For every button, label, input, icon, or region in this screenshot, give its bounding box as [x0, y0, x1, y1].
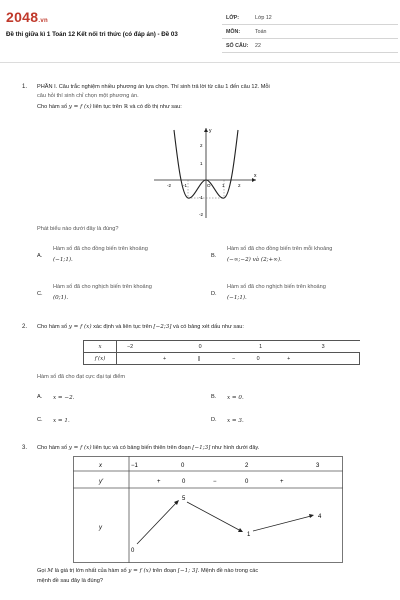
variation-y-value: 5 — [182, 496, 186, 502]
option-label-a: A. — [37, 253, 43, 259]
sign-table-cell — [117, 353, 360, 365]
q3-closing-a: Gọi — [37, 568, 46, 574]
q2-stem — [37, 323, 244, 331]
sign-table-sign: − — [231, 355, 236, 362]
y-tick-label: 1 — [200, 161, 203, 166]
q3-stem-func: y = f (x) — [68, 445, 92, 451]
meta-value: Lớp 12 — [255, 15, 272, 21]
section-intro-line2: câu hỏi thí sinh chỉ chọn một phương án. — [37, 93, 139, 99]
q3-stem — [37, 444, 259, 452]
option-d-math[interactable]: (−1;1). — [227, 295, 247, 301]
q3-closing-d: Mệnh đề nào trong các — [200, 568, 259, 574]
option-label-a: A. — [37, 394, 43, 400]
q2-stem-interval: [−2;3] — [153, 324, 172, 330]
option-c-text[interactable]: Hàm số đã cho nghịch biến trên khoảng — [53, 284, 152, 290]
question-number: 1. — [22, 84, 28, 90]
q3-stem-interval: [−1;3] — [192, 445, 211, 451]
q3-closing-interval: [−1; 3]. — [177, 568, 200, 574]
q1-given — [37, 103, 182, 111]
sign-table-sign: + — [163, 355, 167, 362]
meta-info — [222, 11, 398, 53]
q2-option-c[interactable]: x = 1. — [53, 418, 70, 424]
q1-given-suffix: và có đồ thị như sau: — [129, 104, 182, 110]
variation-sign: 0 — [182, 479, 186, 485]
sign-table-sign: 0 — [256, 355, 260, 362]
variation-x-value: 0 — [181, 463, 185, 469]
q2-stem-func: y = f (x) — [68, 324, 92, 330]
q1-given-prefix: Cho hàm số — [37, 104, 68, 110]
variation-table-border — [74, 457, 343, 563]
option-a-text[interactable]: Hàm số đã cho đồng biến trên khoảng — [53, 246, 148, 252]
q3-closing-M: M — [47, 568, 54, 574]
header-divider — [0, 62, 400, 63]
option-b-text[interactable]: Hàm số đã cho đồng biến trên mỗi khoảng — [227, 246, 333, 252]
meta-key: SỐ CÂU: — [226, 43, 249, 49]
variation-sign: + — [157, 479, 161, 485]
q2-option-b[interactable]: x = 0. — [227, 395, 244, 401]
variation-y-value: 4 — [318, 514, 322, 520]
option-label-c: C. — [37, 417, 43, 423]
q1-given-R: ℝ — [123, 104, 128, 110]
section-intro-line1: PHẦN I. Câu trắc nghiệm nhiều phương án lựa chọn. Thí sinh trả lời từ câu 1 đến câu 12. Mỗi — [37, 84, 270, 90]
q3-closing-c: trên đoạn — [152, 568, 177, 574]
option-label-d: D. — [211, 417, 217, 423]
sign-table-x-header: x — [84, 341, 117, 353]
y-axis-label: y — [209, 128, 212, 134]
meta-key: MÔN: — [226, 29, 241, 35]
q3-stem-mid: liên tục và có bảng biến thiên trên đoạn — [93, 445, 191, 451]
option-b-math[interactable]: (−∞;−2) và (2;+∞). — [227, 257, 282, 263]
variation-y-value: 0 — [131, 548, 135, 554]
q3-closing-b: là giá trị lớn nhất của hàm số — [54, 568, 127, 574]
x-axis-label: x — [254, 173, 257, 179]
x-tick-label: 1 — [222, 183, 225, 188]
y-tick-label: 2 — [200, 143, 203, 148]
sign-table-x-value: −2 — [127, 343, 134, 350]
y-tick-label: -1 — [199, 195, 204, 200]
variation-y-value: 1 — [247, 532, 251, 538]
meta-value: 22 — [255, 43, 261, 49]
sign-table-sign: + — [287, 355, 291, 362]
variation-sign: − — [213, 479, 217, 485]
meta-value: Toán — [255, 29, 267, 35]
meta-key: LỚP: — [226, 15, 240, 21]
option-a-math[interactable]: (−1;1). — [53, 257, 73, 263]
sign-table-x-value: 1 — [259, 343, 263, 350]
brand-suffix: .vn — [38, 18, 48, 24]
meta-row-count — [222, 39, 398, 53]
variation-table — [73, 456, 343, 563]
q2-stem-mid: xác định và liên tục trên — [93, 324, 152, 330]
option-d-text[interactable]: Hàm số đã cho nghịch biến trên khoảng — [227, 284, 326, 290]
q1-prompt: Phát biểu nào dưới đây là đúng? — [37, 226, 119, 232]
sign-table-sign: || — [197, 355, 201, 362]
q1-given-func: y = f (x) — [68, 104, 92, 110]
option-label-b: B. — [211, 253, 217, 259]
q1-given-mid: liên tục trên — [93, 104, 122, 110]
sign-table-x-value: 3 — [321, 343, 325, 350]
q3-closing-line2: mệnh đề sau đây là đúng? — [37, 578, 103, 584]
option-label-b: B. — [211, 394, 217, 400]
variation-sign: 0 — [245, 479, 249, 485]
q2-stem-prefix: Cho hàm số — [37, 324, 68, 330]
document-title: Đề thi giữa kì 1 Toán 12 Kết nối tri thức (có đáp án) - Đề 03 — [6, 31, 178, 38]
sign-table-cell — [117, 341, 360, 353]
origin-label: O — [207, 183, 211, 188]
x-tick-label: 2 — [238, 183, 241, 188]
option-label-d: D. — [211, 291, 217, 297]
q3-stem-suffix: như hình dưới đây. — [211, 445, 260, 451]
sign-table-derivative-row — [84, 353, 360, 365]
brand-logo[interactable] — [6, 9, 48, 25]
option-c-math[interactable]: (0;1). — [53, 295, 69, 301]
variation-x-value: −1 — [131, 463, 138, 469]
q3-closing-func: y = f (x) — [128, 568, 151, 574]
sign-table — [83, 340, 360, 365]
variation-y-header: y — [99, 525, 102, 531]
option-label-c: C. — [37, 291, 43, 297]
q3-stem-prefix: Cho hàm số — [37, 445, 68, 451]
brand-name: 2048 — [6, 9, 39, 25]
variation-x-value: 3 — [316, 463, 320, 469]
q2-stem-suffix: và có bảng xét dấu như sau: — [173, 324, 244, 330]
sign-table-x-row — [84, 341, 360, 353]
x-tick-label: -2 — [167, 183, 172, 188]
y-tick-label: -2 — [199, 212, 204, 217]
meta-row-subject — [222, 25, 398, 39]
variation-sign: + — [280, 479, 284, 485]
sign-table-derivative-header: f′(x) — [84, 353, 117, 365]
y-axis-arrow — [204, 128, 208, 132]
variation-x-header: x — [99, 463, 102, 469]
function-graph — [150, 124, 262, 220]
q2-prompt: Hàm số đã cho đạt cực đại tại điểm — [37, 374, 126, 380]
q2-option-a[interactable]: x = −2. — [53, 395, 75, 401]
question-number: 3. — [22, 445, 28, 451]
question-number: 2. — [22, 324, 28, 330]
q2-option-d[interactable]: x = 3. — [227, 418, 244, 424]
variation-yprime-header: y′ — [99, 479, 104, 485]
meta-row-class — [222, 11, 398, 25]
q3-closing-line1 — [37, 567, 258, 575]
x-tick-label: -1 — [183, 183, 188, 188]
variation-x-value: 2 — [245, 463, 249, 469]
sign-table-x-value: 0 — [198, 343, 202, 350]
